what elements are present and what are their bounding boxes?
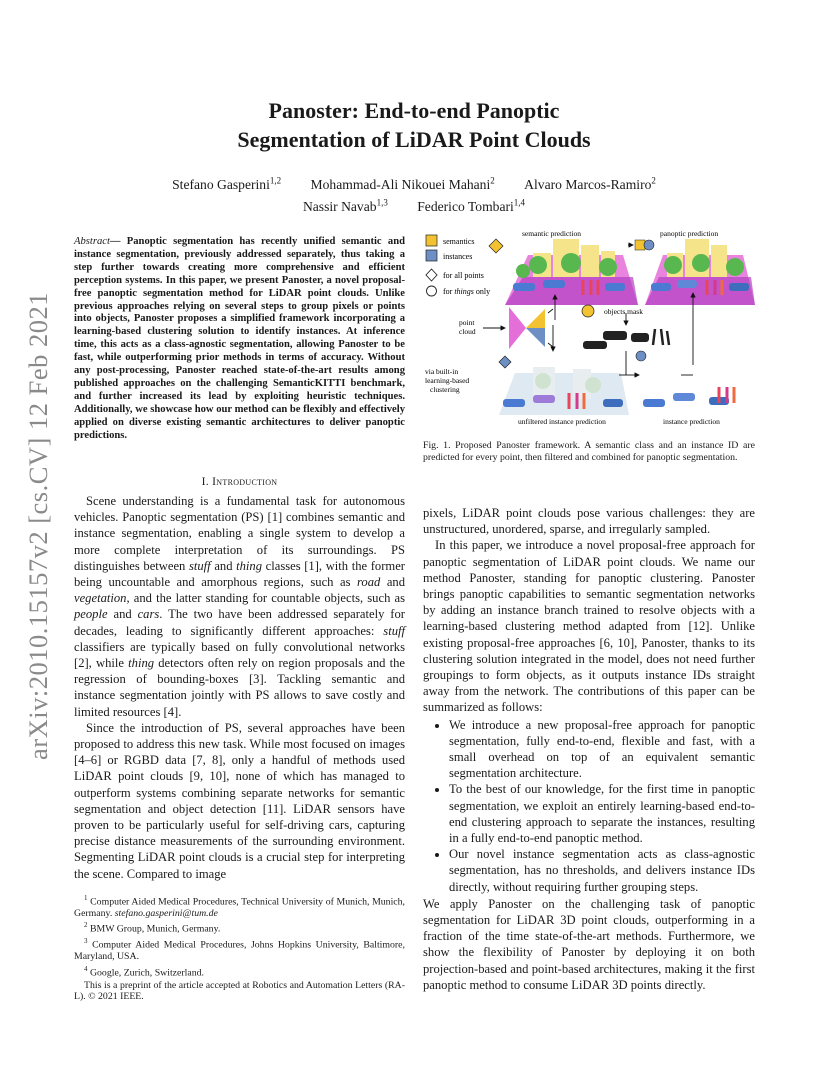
list-item: • Our novel instance segmentation acts as class-agnostic segmentation, has no thresholds, and delivers instance IDs directly, without requiring further grouping steps.	[449, 846, 755, 895]
instances-swatch-icon	[426, 250, 437, 261]
arxiv-identifier: arXiv:2010.15157v2 [cs.CV] 12 Feb 2021	[23, 292, 53, 760]
author: Stefano Gasperini$^{1,2}$	[172, 175, 282, 192]
figure-caption: Fig. 1. Proposed Panoster framework. A semantic class and an instance ID are predicted for every point, then filtered and combined for panoptic segmentation.	[423, 440, 755, 463]
framework-figure	[423, 225, 755, 427]
label-unfiltered-instance-prediction: unfiltered instance prediction	[518, 417, 606, 426]
diamond-icon	[489, 239, 503, 253]
abstract	[74, 236, 405, 443]
title-line-1: Panoster: End-to-end Panoptic	[268, 98, 560, 123]
author-list	[0, 171, 828, 216]
introduction-right	[423, 505, 755, 993]
unfiltered-instance-scene	[499, 367, 629, 415]
footnote: $^2$ BMW Group, Munich, Germany.	[84, 921, 221, 935]
label-via-3: clustering	[430, 385, 460, 394]
footnotes	[74, 893, 405, 1004]
paper-title	[0, 96, 828, 154]
label-point: point	[459, 318, 475, 327]
circle-icon	[636, 351, 646, 361]
paragraph: We apply Panoster on the challenging task of panoptic segmentation for LiDAR 3D point clouds, outperforming in a fraction of the time state-of-the-art methods. Furthermore, we show the flexibility of Panoster by deploying it on both projection-based and point-based architectures, making it the first panoptic method to consume LiDAR 3D points directly.	[423, 896, 755, 992]
semantics-swatch-icon	[635, 240, 645, 250]
diamond-icon	[426, 269, 437, 281]
legend-all-points: for all points	[443, 271, 484, 280]
label-via-1: via built-in	[425, 367, 459, 376]
paragraph: Scene understanding is a fundamental task for autonomous vehicles. Panoptic segmentation (PS) [1] combines semantic and instance segmentation, enabling a single system to develop a more complete interpretation of its surroundings. PS distinguishes between stuff and thing classes [1], with the former being uncountable and amorphous regions, such as road and vegetation, and the latter standing for countable objects, such as people and cars. The two have been addressed separately for decades, leading to significantly different approaches: stuff classifiers are typically based on fully convolutional networks [2], while thing detectors often rely on region proposals and the regression of bounding-boxes [3]. Tackling semantic and instance segmentation jointly with PS allows to save costly and limited resources [4].	[74, 494, 405, 719]
list-item: • To the best of our knowledge, for the first time in panoptic segmentation, we exploit an entirely learning-based end-to-end clustering approach to separate the instances, resulting in a fully end-to-end panoptic method.	[449, 781, 755, 846]
section-heading: I. Introduction	[201, 475, 278, 488]
label-instance-prediction: instance prediction	[663, 417, 720, 426]
label-semantic-prediction: semantic prediction	[522, 229, 581, 238]
author: Mohammad-Ali Nikouei Mahani$^2$	[310, 175, 495, 192]
panoptic-scene	[645, 239, 755, 305]
legend-things-only: for things only	[443, 287, 491, 296]
paragraph: Since the introduction of PS, several approaches have been proposed to address this new task. While most focused on images [4–6] or RGBD data [7, 8], only a handful of methods used LiDAR point clouds [9, 10], none of which has managed to outperform systems combining separate networks for semantic segmentation and object detection [11]. LiDAR sensors have proven to be particularly useful for self-driving cars, capturing precise distance measurements of the surrounding environment. Segmenting LiDAR point clouds is a crucial step for interpreting the scene. Compared to image	[74, 720, 405, 881]
author: Federico Tombari$^{1,4}$	[417, 197, 526, 215]
semantic-head-icon	[526, 309, 545, 328]
label-objects-mask: objects mask	[604, 307, 643, 316]
label-via-2: learning-based	[425, 376, 470, 385]
label-cloud: cloud	[459, 327, 476, 336]
legend-instances: instances	[443, 252, 473, 261]
paragraph: pixels, LiDAR point clouds pose various challenges: they are unstructured, unordered, sparse, and irregularly sampled.	[423, 506, 755, 537]
semantic-scene	[505, 239, 638, 305]
circle-icon	[427, 286, 437, 296]
semantics-swatch-icon	[426, 235, 437, 246]
footnote: $^4$ Google, Zurich, Switzerland.	[84, 964, 204, 979]
label-panoptic-prediction: panoptic prediction	[660, 229, 719, 238]
legend-semantics: semantics	[443, 237, 475, 246]
diamond-icon	[499, 356, 511, 368]
circle-icon	[582, 305, 594, 317]
instance-head-icon	[526, 328, 545, 347]
preprint-note: This is a preprint of the article accepted at Robotics and Automation Letters (RA-L). © 2021 IEEE.	[74, 979, 405, 1003]
mask-objects	[583, 329, 669, 349]
contribution-list	[423, 717, 755, 895]
instance-scene	[643, 387, 734, 407]
introduction-left	[74, 493, 405, 882]
circle-icon	[644, 240, 654, 250]
abstract-label: Abstract	[74, 236, 110, 247]
footnote: $^3$ Computer Aided Medical Procedures, Johns Hopkins University, Baltimore, Maryland, USA.	[74, 937, 405, 963]
paragraph: In this paper, we introduce a novel proposal-free approach for panoptic segmentation of LiDAR point clouds. We name our method Panoster, standing for panoptic clustering. Panoster brings panoptic capabilities to semantic segmentation networks by adding an instance branch trained to resolve objects with a learning-based clustering method adapted from [12]. Unlike existing proposal-free approaches [6, 10], Panoster, thanks to its clustering solution integrated in the model, does not need further groupings to form objects, as it outputs instance IDs straight away from the network. The contributions of this paper can be summarized as follows:	[423, 538, 755, 715]
author: Nassir Navab$^{1,3}$	[302, 197, 388, 215]
encoder-icon	[509, 307, 526, 349]
author-email: stefano.gasperini@tum.de	[114, 907, 218, 919]
title-line-2: Segmentation of LiDAR Point Clouds	[237, 127, 591, 152]
author: Alvaro Marcos-Ramiro$^2$	[524, 175, 656, 192]
abstract-text: — Panoptic segmentation has recently unified semantic and instance segmentation, previously addressed separately, thus taking a step further towards creating more comprehensive and efficient perception systems. In this paper, we present Panoster, a novel proposal-free panoptic segmentation method for LiDAR point clouds. Unlike previous approaches relying on several steps to group pixels or points into objects, Panoster proposes a simplified framework incorporating a learning-based clustering solution to identify instances. At inference time, this acts as a class-agnostic segmentation, allowing Panoster to be fast, while outperforming prior methods in terms of accuracy. Without any post-processing, Panoster reached state-of-the-art results among published approaches on the challenging SemanticKITTI benchmark, and further increased its lead by exploiting heuristic techniques. Additionally, we showcase how our method can be flexibly and effectively applied on diverse existing semantic architectures to deliver panoptic predictions.	[74, 236, 405, 441]
list-item: • We introduce a new proposal-free approach for panoptic segmentation, fully end-to-end, flexible and fast, with a small overhead on top of an equivalent semantic segmentation architecture.	[449, 717, 755, 782]
footnote: $^1$ Computer Aided Medical Procedures, Technical University of Munich, Munich, Germany. stefano.gasperini@tum.de	[74, 894, 405, 919]
